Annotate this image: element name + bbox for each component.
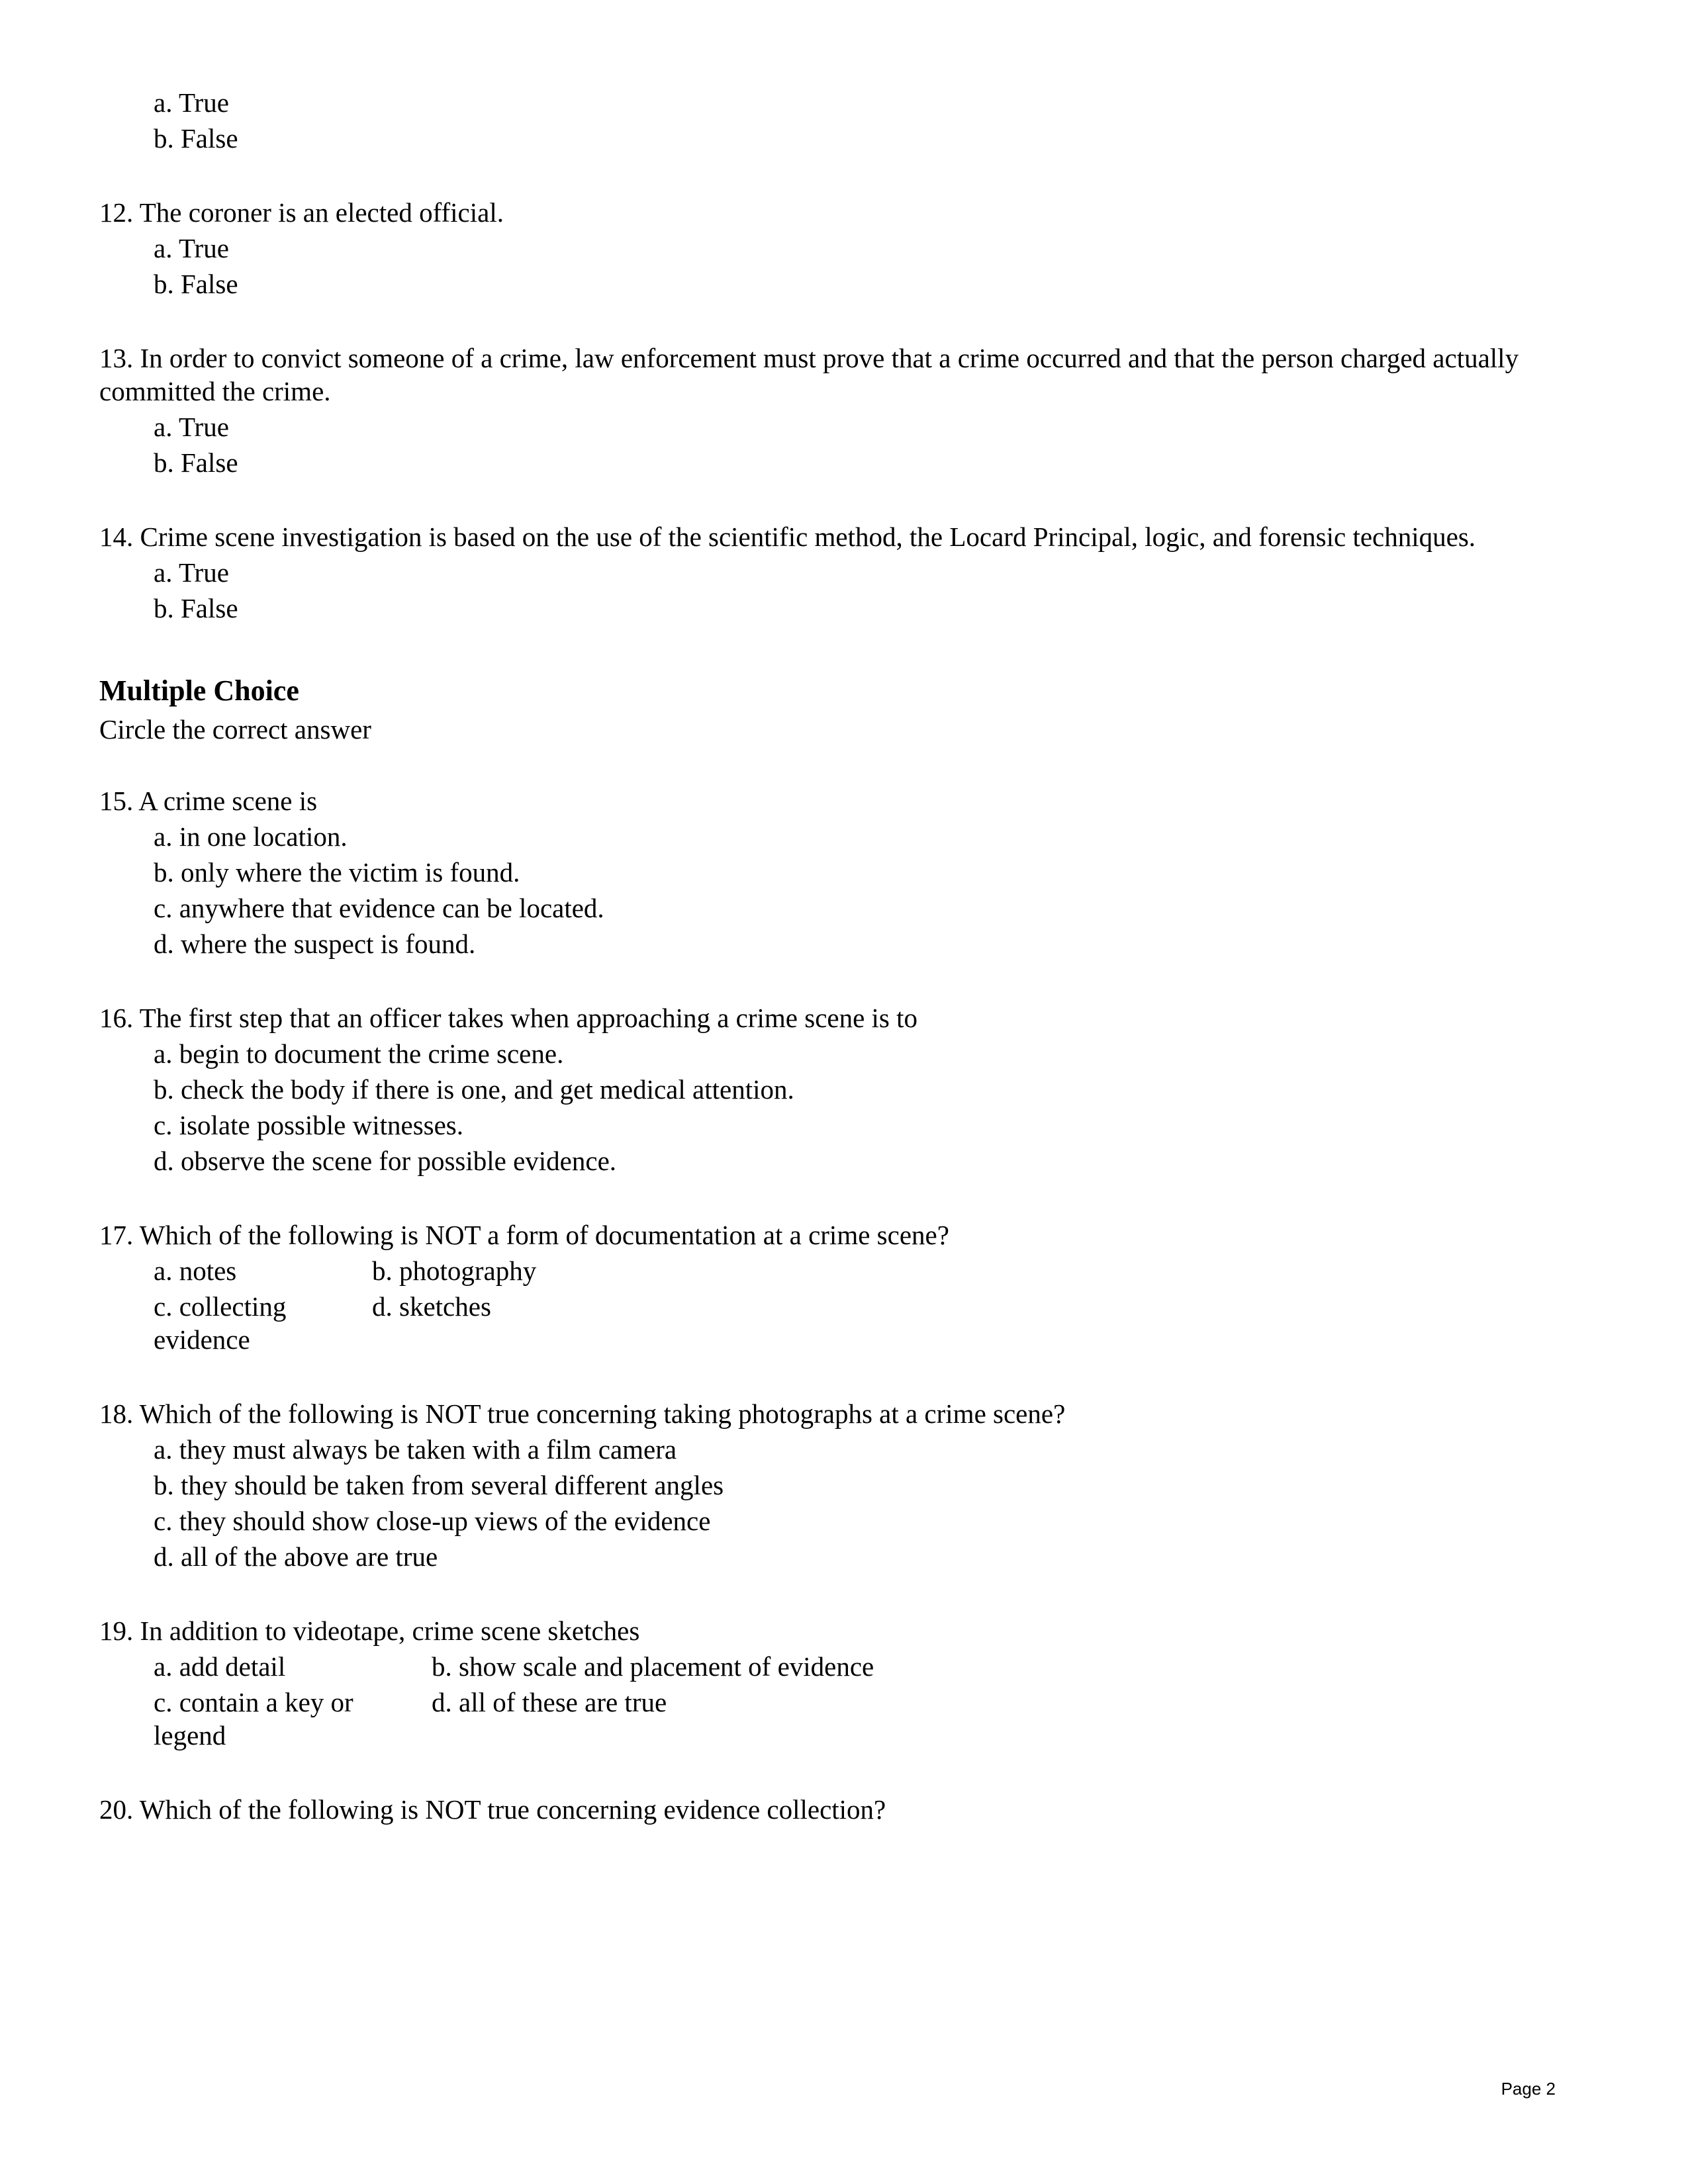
question-18-text: 18. Which of the following is NOT true concerning taking photographs at a crime scene? xyxy=(99,1398,1066,1430)
spacer xyxy=(99,303,1569,341)
question-14 xyxy=(99,520,1569,625)
question-17-option-b: b. photography xyxy=(372,1255,537,1287)
question-16-option-c: c. isolate possible witnesses. xyxy=(154,1110,464,1141)
option-false: b. False xyxy=(154,123,238,154)
question-16-option-a: a. begin to document the crime scene. xyxy=(154,1038,564,1069)
question-16-option-b: b. check the body if there is one, and get medical attention. xyxy=(154,1074,794,1105)
spacer xyxy=(99,482,1569,520)
question-13 xyxy=(99,341,1569,479)
question-18-option-d: d. all of the above are true xyxy=(154,1541,438,1572)
question-14-option-b: b. False xyxy=(154,593,238,624)
question-14-text: 14. Crime scene investigation is based on the use of the scientific method, the Locard Principal, logic, and forensic techniques. xyxy=(99,522,1476,553)
question-19-option-c: c. contain a key or legend xyxy=(154,1687,353,1751)
question-17-text: 17. Which of the following is NOT a form of documentation at a crime scene? xyxy=(99,1220,949,1251)
question-12-text: 12. The coroner is an elected official. xyxy=(99,197,504,228)
question-14-option-a: a. True xyxy=(154,557,229,588)
question-15-text: 15. A crime scene is xyxy=(99,786,318,816)
question-19-option-a: a. add detail xyxy=(154,1651,286,1682)
question-15 xyxy=(99,784,1569,960)
spacer xyxy=(99,1180,1569,1218)
spacer xyxy=(99,627,1569,674)
question-19-row-2 xyxy=(99,1686,1569,1752)
question-18 xyxy=(99,1397,1569,1573)
option-true: a. True xyxy=(154,87,229,118)
question-19-option-d: d. all of these are true xyxy=(432,1687,667,1718)
question-16 xyxy=(99,1001,1569,1177)
question-19-text: 19. In addition to videotape, crime scene sketches xyxy=(99,1615,640,1647)
spacer xyxy=(99,158,1569,196)
multiple-choice-section xyxy=(99,674,1569,746)
question-12-option-b: b. False xyxy=(154,269,238,300)
question-15-option-d: d. where the suspect is found. xyxy=(154,929,476,960)
question-17-option-c: c. collecting evidence xyxy=(154,1291,287,1355)
question-13-text: 13. In order to convict someone of a crime, law enforcement must prove that a crime occurred and that the person charged actually committed the crime. xyxy=(99,343,1519,407)
question-20-text: 20. Which of the following is NOT true concerning evidence collection? xyxy=(99,1794,886,1825)
question-17-option-a: a. notes xyxy=(154,1255,237,1287)
question-16-text: 16. The first step that an officer takes when approaching a crime scene is to xyxy=(99,1003,918,1034)
question-18-option-b: b. they should be taken from several different angles xyxy=(154,1470,724,1501)
question-19-row-1 xyxy=(99,1650,1569,1683)
question-20 xyxy=(99,1793,1569,1826)
page-number: Page 2 xyxy=(1501,2079,1556,2099)
question-19-option-b: b. show scale and placement of evidence xyxy=(432,1651,874,1682)
question-19 xyxy=(99,1614,1569,1752)
question-17-option-d: d. sketches xyxy=(372,1291,491,1322)
question-13-option-b: b. False xyxy=(154,447,238,478)
page-content xyxy=(99,86,1569,1826)
question-17-row-1 xyxy=(99,1254,1569,1287)
spacer xyxy=(99,746,1569,784)
question-18-option-c: c. they should show close-up views of the evidence xyxy=(154,1506,711,1537)
spacer xyxy=(99,963,1569,1001)
question-12-option-a: a. True xyxy=(154,233,229,264)
section-instruction: Circle the correct answer xyxy=(99,713,371,745)
question-17-row-2 xyxy=(99,1290,1569,1356)
section-heading: Multiple Choice xyxy=(99,674,299,707)
question-15-option-b: b. only where the victim is found. xyxy=(154,857,520,888)
spacer xyxy=(99,1576,1569,1614)
question-18-option-a: a. they must always be taken with a film camera xyxy=(154,1434,677,1465)
question-17 xyxy=(99,1218,1569,1356)
question-12 xyxy=(99,196,1569,300)
spacer xyxy=(99,1359,1569,1397)
question-15-option-a: a. in one location. xyxy=(154,821,348,852)
question-13-option-a: a. True xyxy=(154,412,229,443)
spacer xyxy=(99,1754,1569,1793)
carryover-options xyxy=(99,86,1569,155)
question-16-option-d: d. observe the scene for possible evidence. xyxy=(154,1146,617,1177)
question-15-option-c: c. anywhere that evidence can be located. xyxy=(154,893,604,924)
